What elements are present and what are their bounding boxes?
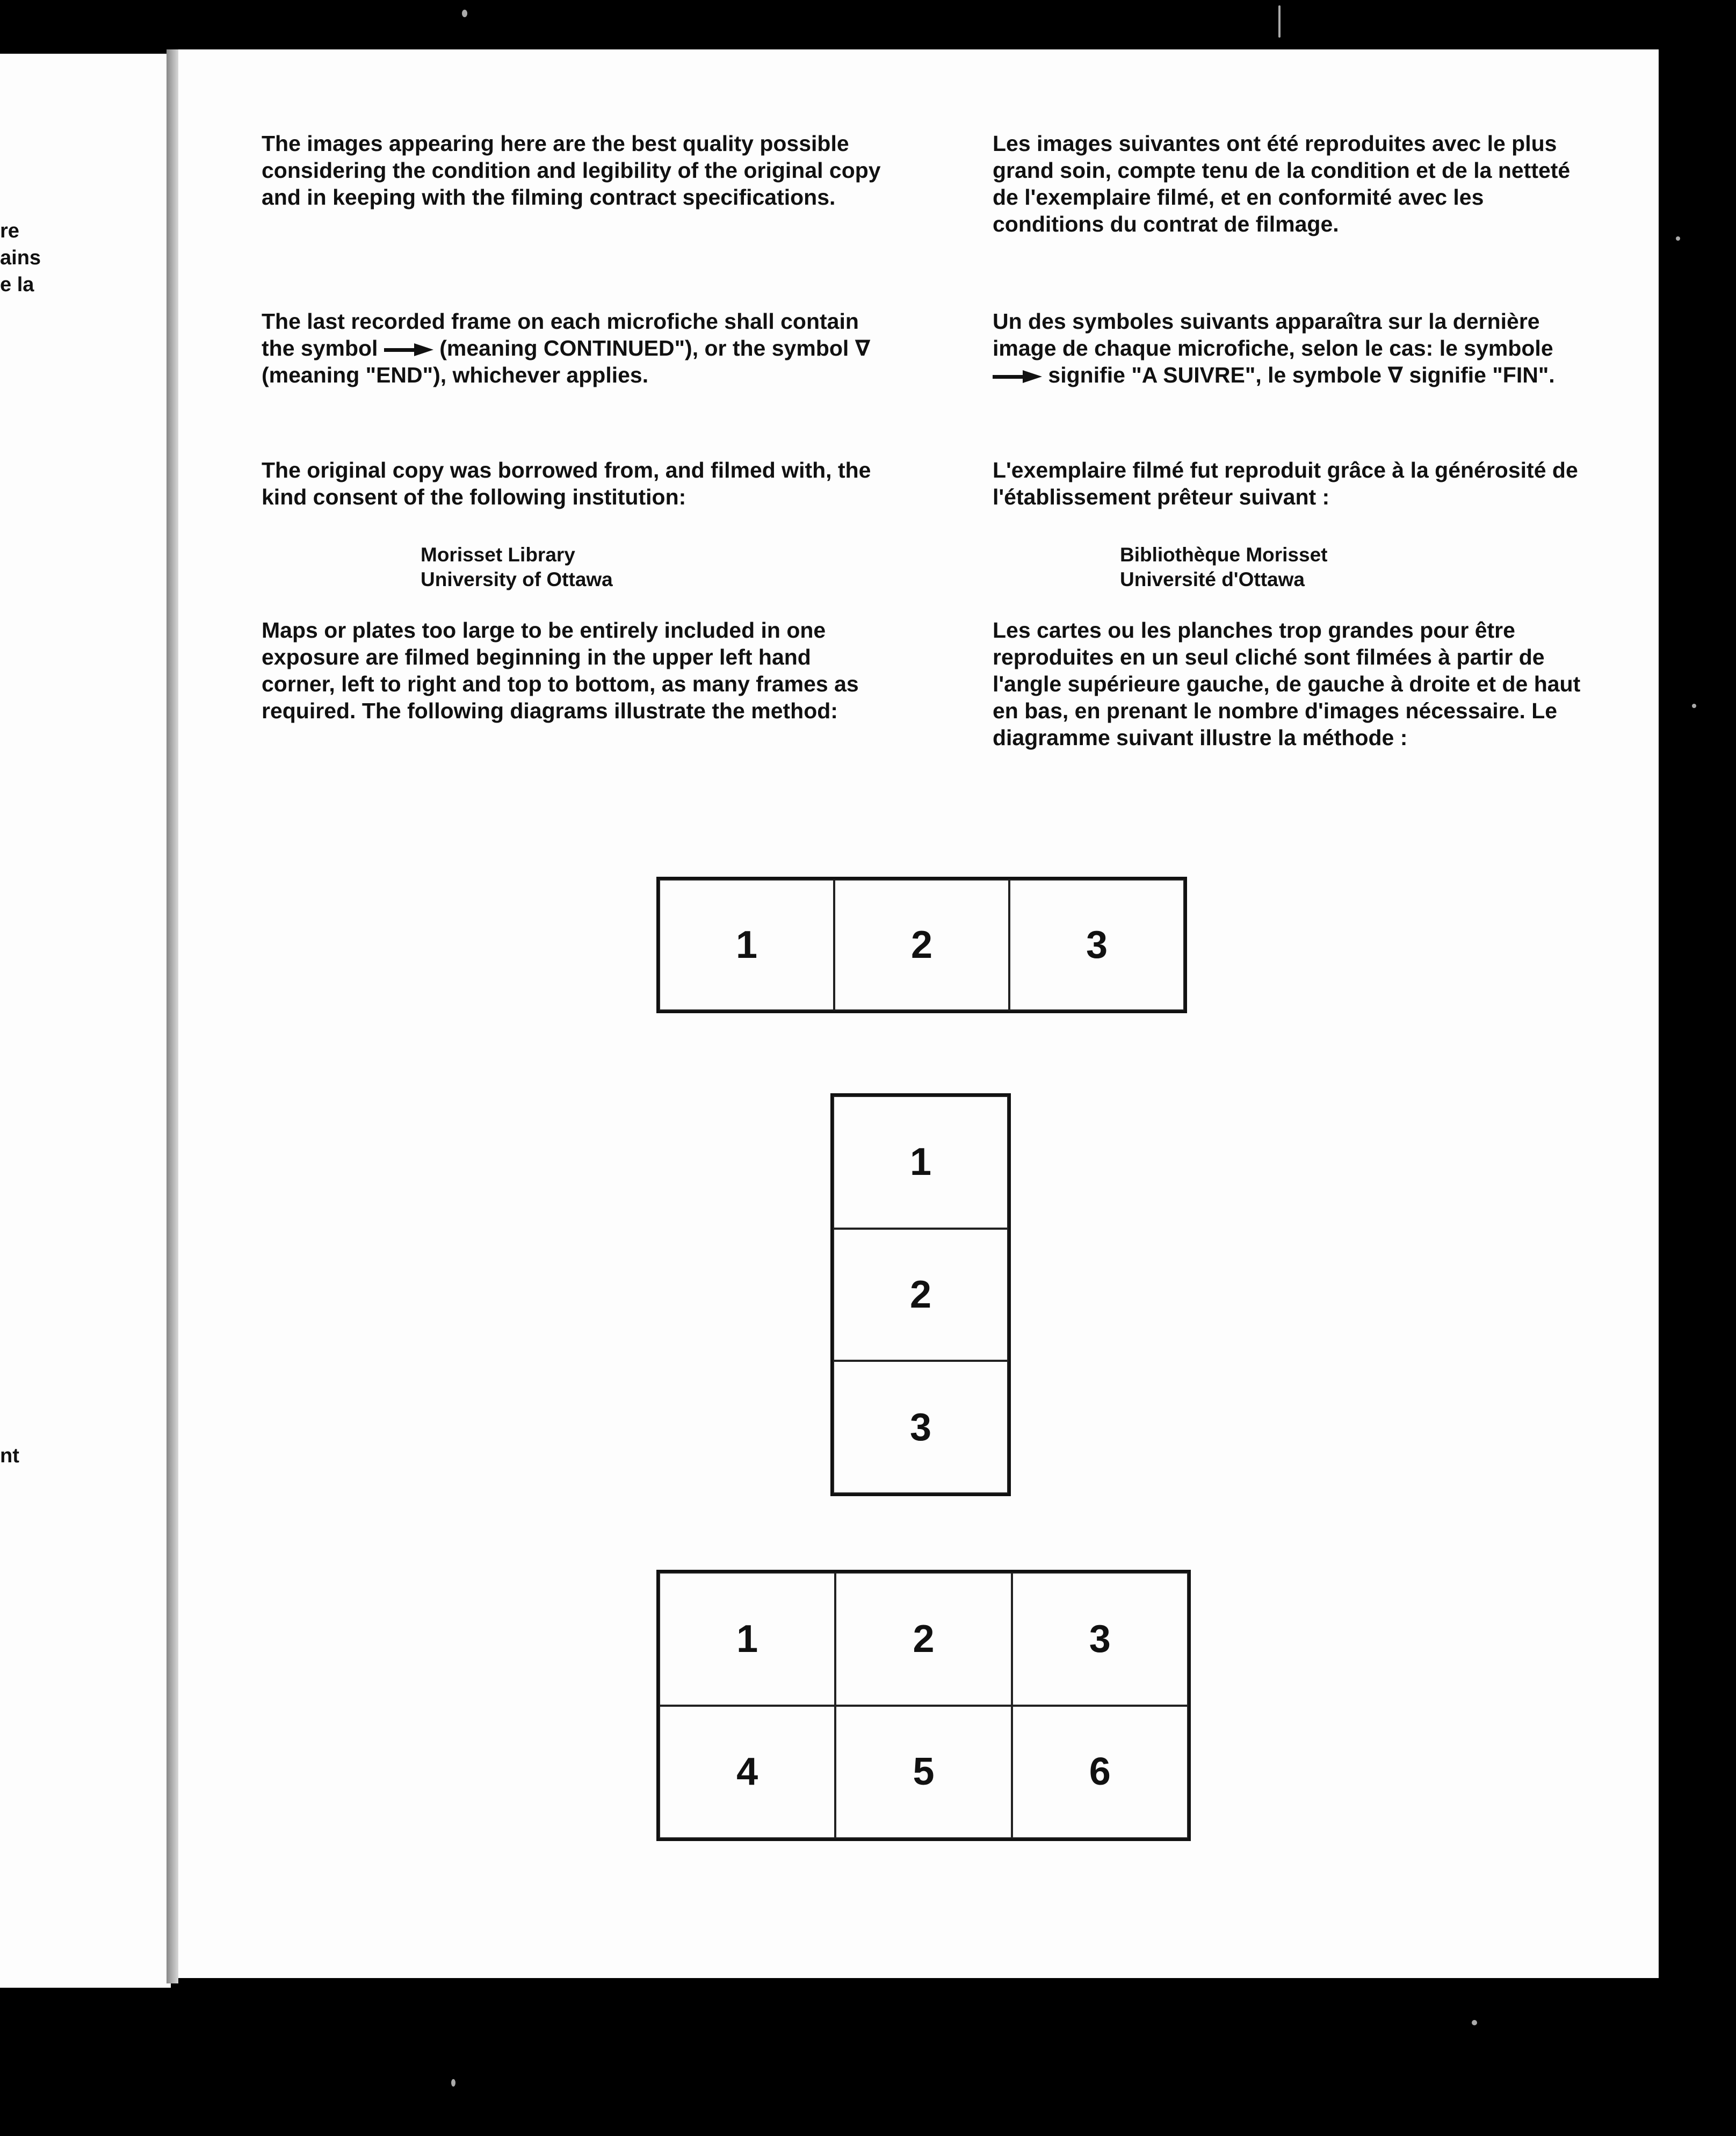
triangle-down-icon: ∇	[1387, 363, 1404, 387]
diagram-cell: 3	[833, 1361, 1008, 1493]
scan-speck	[1278, 5, 1281, 38]
english-paragraph-quality: The images appearing here are the best quality possible considering the condition and legibility of the original copy and in keeping with the filming contract specifications.	[262, 131, 881, 210]
adjacent-page-strip	[0, 54, 171, 1988]
english-paragraph-symbols: The last recorded frame on each microfiche shall contain the symbol (meaning CONTINUED"), or the symbol ∇ (meaning "END"), whichever applies.	[262, 309, 871, 387]
left-fragment: nt	[0, 1445, 19, 1467]
french-paragraph-maps: Les cartes ou les planches trop grandes pour être reproduites en un seul cliché sont filmées à partir de l'angle supérieure gauche, de gauche à droite et de haut en bas, en prenant le nombre d'images nécessaire. Le diagramme suivant illustre la méthode :	[993, 618, 1581, 750]
left-fragment: ains	[0, 247, 41, 269]
english-institution-name: Morisset Library University of Ottawa	[421, 544, 613, 590]
french-paragraph-institution: L'exemplaire filmé fut reproduit grâce à la générosité de l'établissement prêteur suivant :	[993, 458, 1578, 509]
diagram-cell: 2	[833, 1229, 1008, 1361]
arrow-right-icon	[993, 370, 1042, 383]
left-fragment: re	[0, 220, 19, 242]
french-institution-name: Bibliothèque Morisset Université d'Ottawa	[1120, 544, 1328, 590]
diagram-cell: 5	[835, 1706, 1011, 1839]
arrow-right-icon	[384, 343, 433, 356]
diagram-row	[656, 877, 1187, 1013]
scan-speck	[451, 2079, 455, 2087]
scan-speck	[1676, 236, 1680, 241]
diagram-cell: 3	[1009, 879, 1184, 1011]
page-binding-edge	[167, 49, 178, 1983]
french-paragraph-quality: Les images suivantes ont été reproduites avec le plus grand soin, compte tenu de la condition et de la netteté de l'exemplaire filmé, et en conformité avec les conditions du contrat de filmage.	[993, 131, 1571, 236]
diagram-column	[830, 1093, 1011, 1496]
diagram-cell: 6	[1012, 1706, 1188, 1839]
diagram-cell: 1	[659, 1572, 835, 1706]
triangle-down-icon: ∇	[855, 336, 871, 360]
diagram-cell: 3	[1012, 1572, 1188, 1706]
english-paragraph-institution: The original copy was borrowed from, and filmed with, the kind consent of the following institution:	[262, 458, 871, 509]
scan-speck	[1692, 704, 1696, 708]
diagram-cell: 1	[833, 1096, 1008, 1229]
diagram-cell: 4	[659, 1706, 835, 1839]
scan-speck	[462, 10, 467, 17]
scan-speck	[1472, 2020, 1477, 2025]
diagram-cell: 1	[659, 879, 834, 1011]
diagram-cell: 2	[835, 1572, 1011, 1706]
diagram-grid	[656, 1570, 1191, 1841]
diagram-cell: 2	[834, 879, 1009, 1011]
english-paragraph-maps: Maps or plates too large to be entirely included in one exposure are filmed beginning in the upper left hand corner, left to right and top to bottom, as many frames as required. The following diagrams illustrate the method:	[262, 618, 859, 723]
french-paragraph-symbols: Un des symboles suivants apparaîtra sur la dernière image de chaque microfiche, selon le cas: le symbole signifie "A SUIVRE", le symbole ∇ signifie "FIN".	[993, 309, 1555, 387]
left-fragment: e la	[0, 273, 34, 296]
